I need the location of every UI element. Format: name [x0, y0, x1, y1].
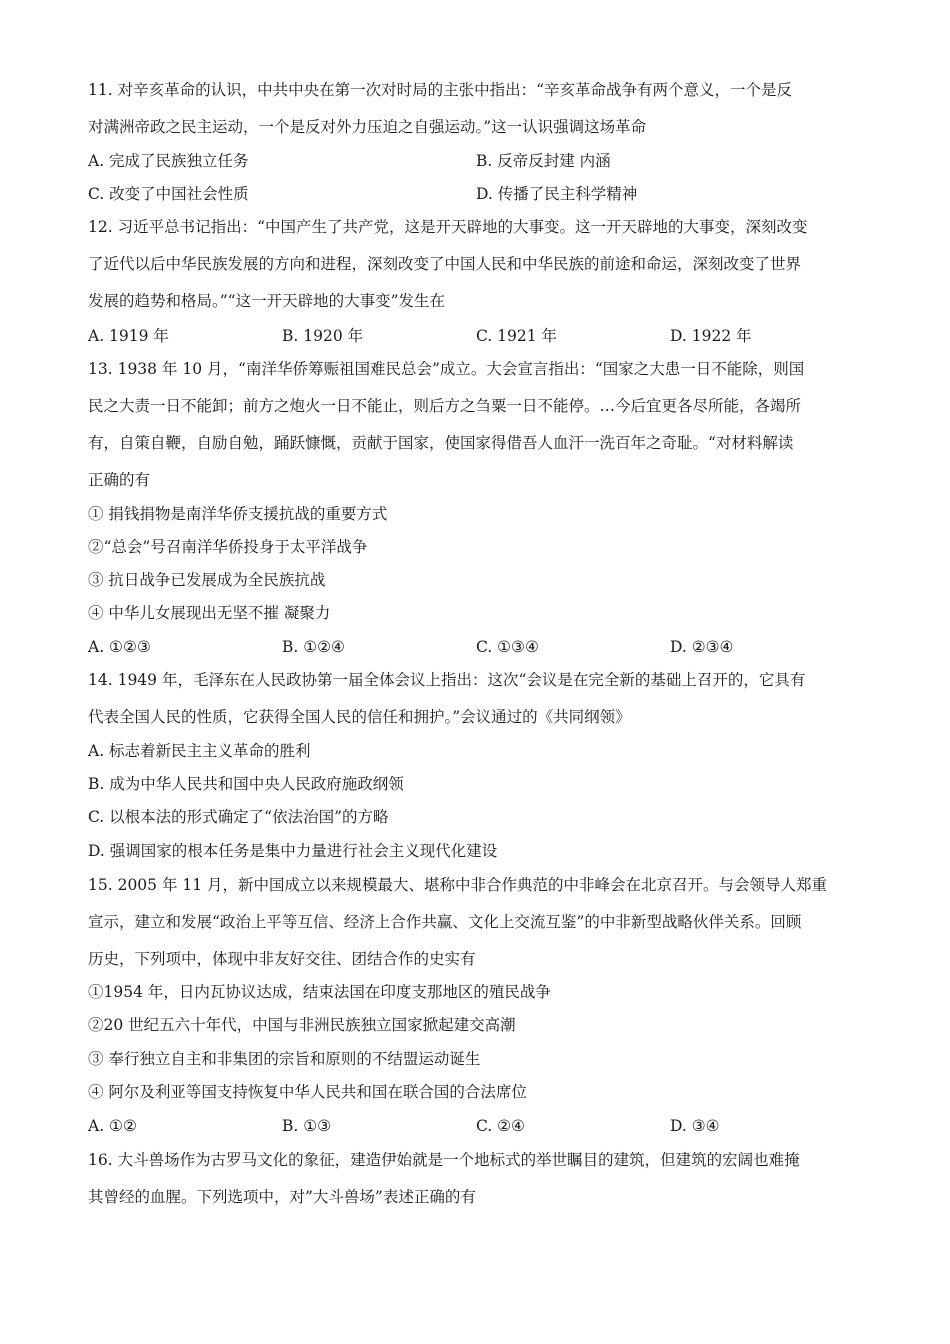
- q13-stem-line-1: 13. 1938 年 10 月，“南洋华侨筹赈祖国难民总会”成立。大会宣言指出：“国家之大患一日不能除，则国: [88, 360, 805, 378]
- q12-stem-line-2: 了近代以后中华民族发展的方向和进程，深刻改变了中国人民和中华民族的前途和命运，深刻改变了世界: [88, 255, 802, 273]
- q15-option-a: A. ①②: [88, 1117, 137, 1135]
- q13-stem-line-3: 有，自策自鞭，自励自勉，踊跃慷慨，贡献于国家，使国家得借吾人血汗一洗百年之奇耻。“对材料解读: [88, 434, 794, 452]
- q11-option-d: D. 传播了民主科学精神: [476, 185, 638, 203]
- q13-statement-1: ① 捐钱捐物是南洋华侨支援抗战的重要方式: [88, 505, 388, 523]
- q15-statement-3: ③ 奉行独立自主和非集团的宗旨和原则的不结盟运动诞生: [88, 1050, 481, 1068]
- q13-option-c: C. ①③④: [476, 638, 539, 656]
- q11-option-c: C. 改变了中国社会性质: [88, 185, 249, 203]
- q15-stem-line-2: 宣示，建立和发展“政治上平等互信、经济上合作共赢、文化上交流互鉴”的中非新型战略伙伴关系。回顾: [88, 913, 802, 931]
- q15-option-b: B. ①③: [282, 1117, 332, 1135]
- q11-stem-line-2: 对满洲帝政之民主运动，一个是反对外力压迫之自强运动。”这一认识强调这场革命: [88, 118, 647, 136]
- q12-option-c: C. 1921 年: [476, 327, 558, 345]
- q15-statement-4: ④ 阿尔及利亚等国支持恢复中华人民共和国在联合国的合法席位: [88, 1083, 527, 1101]
- q11-option-b: B. 反帝反封建 内涵: [476, 152, 611, 170]
- q16-stem-line-1: 16. 大斗兽场作为古罗马文化的象征，建造伊始就是一个地标式的举世瞩目的建筑，但建筑的宏阔也难掩: [88, 1151, 800, 1169]
- q14-option-d: D. 强调国家的根本任务是集中力量进行社会主义现代化建设: [88, 842, 498, 860]
- q15-stem-line-3: 历史，下列项中，体现中非友好交往、团结合作的史实有: [88, 950, 476, 968]
- q14-stem-line-1: 14. 1949 年，毛泽东在人民政协第一届全体会议上指出：这次“会议是在完全新的基础上召开的，它具有: [88, 671, 806, 689]
- q15-statement-2: ②20 世纪五六十年代，中国与非洲民族独立国家掀起建交高潮: [88, 1016, 516, 1034]
- q14-option-b: B. 成为中华人民共和国中央人民政府施政纲领: [88, 775, 404, 793]
- q16-stem-line-2: 其曾经的血腥。下列选项中，对”大斗兽场”表述正确的有: [88, 1188, 476, 1206]
- q12-option-a: A. 1919 年: [88, 327, 169, 345]
- q14-option-c: C. 以根本法的形式确定了“依法治国”的方略: [88, 808, 389, 826]
- q12-stem-line-3: 发展的趋势和格局。”“这一开天辟地的大事变”发生在: [88, 292, 446, 310]
- q13-option-a: A. ①②③: [88, 638, 151, 656]
- q15-option-c: C. ②④: [476, 1117, 525, 1135]
- q13-stem-line-4: 正确的有: [88, 471, 151, 489]
- q11-stem-line-1: 11. 对辛亥革命的认识，中共中央在第一次对时局的主张中指出：“辛亥革命战争有两个意义，一个是反: [88, 81, 793, 99]
- q15-statement-1: ①1954 年，日内瓦协议达成，结束法国在印度支那地区的殖民战争: [88, 983, 551, 1001]
- q13-statement-4: ④ 中华儿女展现出无坚不摧 凝聚力: [88, 604, 331, 622]
- q13-option-b: B. ①②④: [282, 638, 345, 656]
- q14-option-a: A. 标志着新民主主义革命的胜利: [88, 742, 311, 760]
- q12-stem-line-1: 12. 习近平总书记指出：“中国产生了共产党，这是开天辟地的大事变。这一开天辟地的大事变，深刻改变: [88, 218, 808, 236]
- q11-option-a: A. 完成了民族独立任务: [88, 152, 249, 170]
- q14-stem-line-2: 代表全国人民的性质，它获得全国人民的信任和拥护。”会议通过的《共同纲领》: [88, 708, 631, 726]
- q13-statement-3: ③ 抗日战争已发展成为全民族抗战: [88, 571, 326, 589]
- q13-option-d: D. ②③④: [670, 638, 734, 656]
- q15-stem-line-1: 15. 2005 年 11 月，新中国成立以来规模最大、堪称中非合作典范的中非峰会在北京召开。与会领导人郑重: [88, 876, 828, 894]
- q12-option-d: D. 1922 年: [670, 327, 752, 345]
- q12-option-b: B. 1920 年: [282, 327, 364, 345]
- q13-stem-line-2: 民之大责一日不能卸；前方之炮火一日不能止，则后方之刍粟一日不能停。…今后宜更各尽所能，各竭所: [88, 397, 802, 415]
- q13-statement-2: ②“总会”号召南洋华侨投身于太平洋战争: [88, 538, 368, 556]
- q15-option-d: D. ③④: [670, 1117, 720, 1135]
